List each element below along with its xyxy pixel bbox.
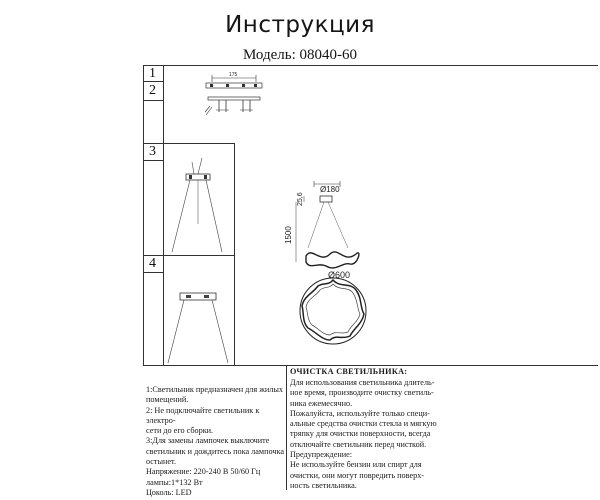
mount-width-label: 175 (229, 72, 238, 78)
step-3-canopy-illustration (164, 144, 234, 255)
left-outer-rule (143, 65, 144, 365)
cable-length-label: 1500 (284, 226, 293, 244)
model-number: Модель: 08040-60 (242, 47, 358, 63)
step-image-right-rule (234, 143, 235, 365)
canopy-height-label: 25,6 (297, 192, 304, 206)
step-number-4: 4 (149, 256, 156, 271)
notes-right-title: ОЧИСТКА СВЕТИЛЬНИКА: (290, 367, 408, 376)
top-rule (143, 65, 598, 66)
step-number-1: 1 (149, 66, 156, 81)
notes-top-rule (143, 365, 598, 366)
step-divider-4 (143, 272, 163, 273)
notes-right-cleaning: Для использования светильника длитель- ное время, производите очистку светиль- ника ежемесячно. Пожалуйста, используйте только специ- альные средства очистки стекла и мягкую тряпку для очистки поверхности, всегда отключайте светильник перед чисткой. Предупреждение: Не используйте бензин или спирт для очистки, они могут повредить поверх- ность светильника. (290, 378, 437, 490)
step-number-2: 2 (149, 83, 156, 98)
product-dimension-drawing (278, 176, 398, 356)
canopy-diameter-label: Ø180 (320, 185, 340, 194)
notes-left-general: 1:Светильник предназначен для жилых помещений. 2: Не подключайте светильник к электро- сети до его сборки. 3:Для замены лампочек выключите светильник и дождитесь пока лампочка остынет. Напряжение: 220-240 В 50/60 Гц лампы:1*132 Вт Цоколь: LED (146, 385, 284, 497)
ring-diameter-label: Ø600 (328, 270, 351, 280)
step-row-rule-4 (143, 255, 235, 256)
step-divider-2 (143, 100, 163, 101)
notes-divider (286, 365, 287, 490)
step-divider-3 (143, 160, 163, 161)
step-number-3: 3 (149, 144, 156, 159)
step-4-base-illustration (164, 273, 234, 365)
page-title: Инструкция (225, 12, 375, 38)
mounting-bracket-diagram (196, 70, 276, 130)
